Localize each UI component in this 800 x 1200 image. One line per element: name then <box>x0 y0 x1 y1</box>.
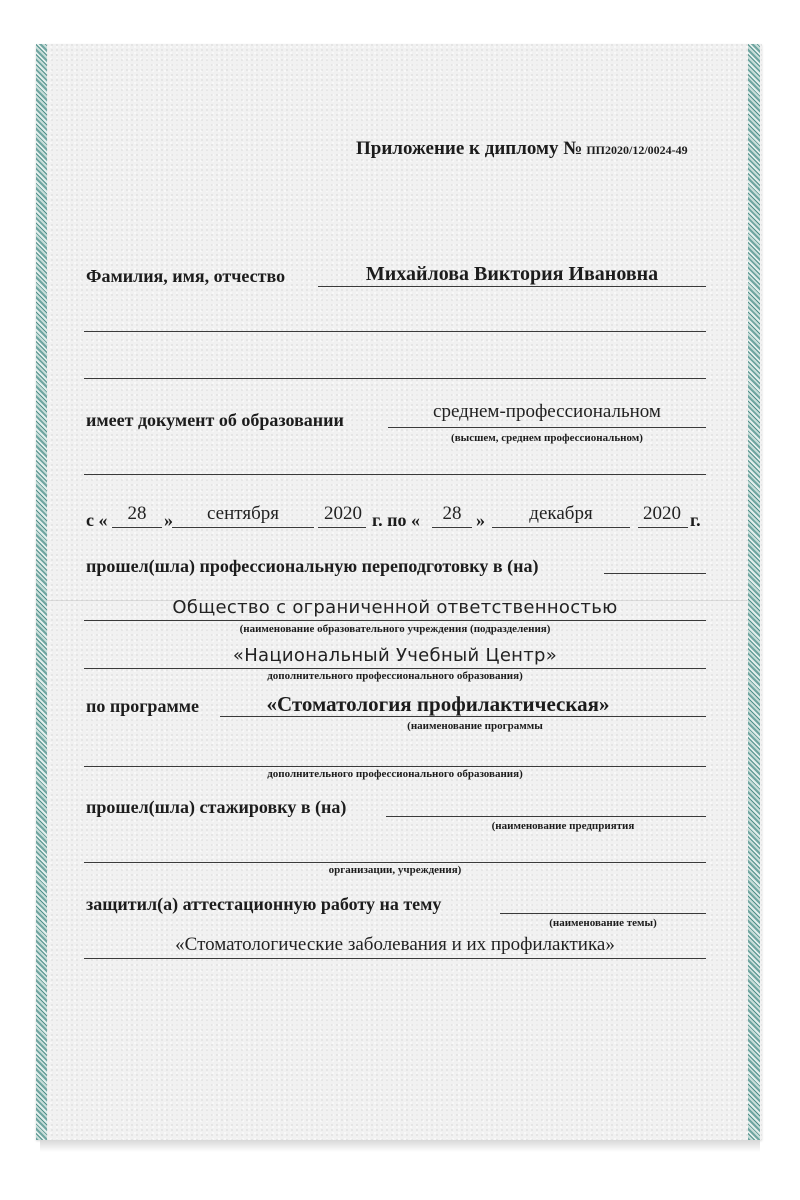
date-from-day-line <box>112 527 162 528</box>
education-value: среднем-профессиональном <box>433 401 661 422</box>
date-to-prefix: г. по « <box>372 510 421 530</box>
date-from-year: 2020 <box>324 503 362 524</box>
date-to-month: декабря <box>529 503 593 524</box>
internship-line <box>386 816 706 817</box>
page-bottom-edge <box>40 1140 760 1152</box>
date-from-day-close: » <box>164 510 173 530</box>
education-hint: (высшем, среднем профессиональном) <box>451 432 643 444</box>
internship-hint-1: (наименование предприятия <box>491 820 635 832</box>
date-to-day: 28 <box>442 503 462 524</box>
thesis-line <box>84 958 706 959</box>
guilloche-border-right <box>748 44 760 1140</box>
retraining-org-name-1: Общество с ограниченной ответственностью <box>172 597 618 618</box>
date-to-year-line <box>638 527 688 528</box>
guilloche-border-left <box>36 44 47 1140</box>
date-from-year-line <box>318 527 366 528</box>
internship-hint-2: организации, учреждения) <box>328 864 462 876</box>
thesis-label: защитил(а) аттестационную работу на тему <box>86 894 442 914</box>
diploma-number: ПП2020/12/0024-49 <box>586 143 688 157</box>
retraining-org-line-1 <box>84 620 706 621</box>
thesis-value: «Стоматологические заболевания и их профилактика» <box>175 934 615 955</box>
blank-line-1 <box>84 331 706 332</box>
date-from-prefix: с « <box>86 510 108 530</box>
program-line-2 <box>84 766 706 767</box>
education-line <box>388 427 706 428</box>
retraining-label: прошел(шла) профессиональную переподготовку в (на) <box>86 556 539 576</box>
thesis-label-line <box>500 913 706 914</box>
fio-value: Михайлова Виктория Ивановна <box>365 263 659 285</box>
header-title: Приложение к диплому № <box>356 138 583 159</box>
retraining-org-line-2 <box>84 668 706 669</box>
program-hint-2: дополнительного профессионального образования) <box>267 768 523 780</box>
retraining-hint-1: (наименование образовательного учреждения (подразделения) <box>239 623 551 635</box>
program-hint-1: (наименование программы <box>407 720 543 732</box>
internship-line-2 <box>84 862 706 863</box>
date-year-suffix: г. <box>690 510 701 530</box>
date-to-month-line <box>492 527 630 528</box>
program-label: по программе <box>86 696 199 716</box>
diploma-supplement-page <box>36 44 762 1140</box>
fio-line <box>318 286 706 287</box>
program-value: «Стоматология профилактическая» <box>266 692 610 716</box>
date-to-year: 2020 <box>643 503 681 524</box>
education-label: имеет документ об образовании <box>86 410 344 430</box>
date-to-day-close: » <box>476 510 485 530</box>
fio-label: Фамилия, имя, отчество <box>86 266 286 286</box>
thesis-hint: (наименование темы) <box>549 917 657 929</box>
blank-line-2 <box>84 378 706 379</box>
date-from-month-line <box>172 527 314 528</box>
header <box>356 138 688 160</box>
retraining-org-name-2: «Национальный Учебный Центр» <box>232 645 558 666</box>
internship-label: прошел(шла) стажировку в (на) <box>86 797 347 817</box>
date-from-month: сентября <box>207 503 279 524</box>
retraining-hint-2: дополнительного профессионального образования) <box>267 670 523 682</box>
retraining-label-line <box>604 573 706 574</box>
blank-line-3 <box>84 474 706 475</box>
date-from-day: 28 <box>127 503 147 524</box>
date-to-day-line <box>432 527 472 528</box>
